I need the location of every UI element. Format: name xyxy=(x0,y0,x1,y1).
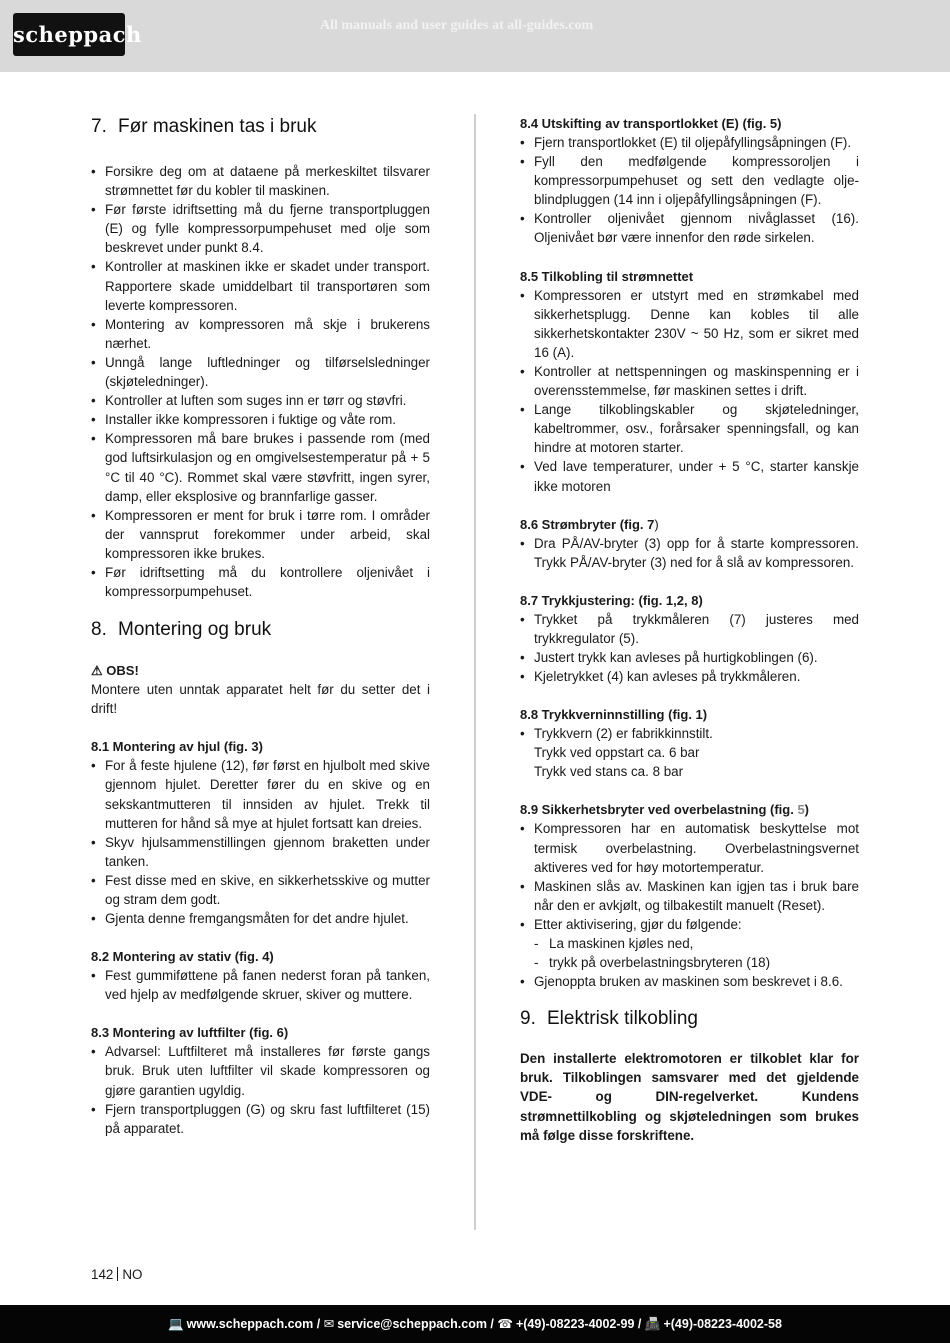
list-item: • Dra PÅ/AV-bryter (3) opp for å starte kompressoren. Trykk PÅ/AV-bryter (3) ned for å slå av kompressoren. xyxy=(520,534,859,572)
list-item: • Fyll den medfølgende kompressoroljen i kompressorpumpehuset og sett den vedlagte olje-blindpluggen (14 inn i oljepåfyllingsåpningen (F). xyxy=(520,152,859,209)
list-item: • Unngå lange luftledninger og tilførselsledninger (skjøteledninger). xyxy=(91,353,430,391)
list-item: • Før første idriftsetting må du fjerne transportpluggen (E) og fylle kompressorpumpehuset med olje som beskrevet under punkt 8.4. xyxy=(91,200,430,257)
list-item: • Kontroller at maskinen ikke er skadet under transport. Rapportere skade umiddelbart til transportøren som leverte kompressoren. xyxy=(91,257,430,314)
section-8-6-heading xyxy=(520,515,859,534)
section-8-7-heading: 8.7 Trykkjustering: (fig. 1,2, 8) xyxy=(520,592,703,608)
section-8-2-heading: 8.2 Montering av stativ (fig. 4) xyxy=(91,949,274,965)
heading-tail: ) xyxy=(804,802,810,818)
list-item: • Kontroller at luften som suges inn er tørr og støvfri. xyxy=(91,391,430,410)
watermark-text: All manuals and user guides at all-guides.com xyxy=(320,18,594,33)
section-number: 7. xyxy=(91,116,107,137)
fax-icon: 📠 xyxy=(644,1317,661,1331)
brand-logo: scheppach xyxy=(13,13,125,56)
section-8-6-list xyxy=(520,534,859,572)
list-item: • Etter aktivisering, gjør du følgende: xyxy=(520,915,859,934)
section-8-3-heading: 8.3 Montering av luftfilter (fig. 6) xyxy=(91,1025,289,1041)
list-item: • Kompressoren er ment for bruk i tørre rom. I områder der vannsprut forekommer under arbeid, skal kompressoren ikke brukes. xyxy=(91,506,430,563)
section-8-7-list xyxy=(520,610,859,686)
website-link[interactable]: www.scheppach.com xyxy=(186,1317,314,1331)
language-code: NO xyxy=(122,1267,143,1282)
computer-icon: 💻 xyxy=(168,1317,184,1331)
list-item: • Ved lave temperaturer, under + 5 °C, starter kanskje ikke motoren xyxy=(520,457,859,495)
list-item: • Trykkvern (2) er fabrikkinnstilt. xyxy=(520,724,859,743)
list-item: • Kontroller at nettspenningen og maskinspenning er i overensstemmelse, før maskinen settes i drift. xyxy=(520,362,859,400)
heading-tail: ) xyxy=(654,516,659,532)
section-title: Montering og bruk xyxy=(118,619,272,641)
section-8-5-list xyxy=(520,286,859,496)
list-item: • Lange tilkoblingskabler og skjøteledninger, kabeltrommer, osv., forårsaker spenningsfall, og kan hindre at motoren starter. xyxy=(520,400,859,457)
list-item: • Trykket på trykkmåleren (7) justeres med trykkregulator (5). xyxy=(520,610,859,648)
page-separator xyxy=(117,1267,118,1281)
pressure-stop-line: Trykk ved stans ca. 8 bar xyxy=(534,764,684,780)
list-item: • Installer ikke kompressoren i fuktige og våte rom. xyxy=(91,410,430,429)
list-item: • For å feste hjulene (12), før først en hjulbolt med skive gjennom hjulet. Deretter fører du en skive og en sekskantmutteren til innsiden av hjulet. Trekk til mutteren for hånd så mye at hjulet fortsatt kan dreies. xyxy=(91,756,430,832)
page-number-value: 142 xyxy=(91,1267,114,1282)
list-item: • Kontroller oljenivået gjennom nivåglasset (16). Oljenivået bør være innenfor den røde sirkelen. xyxy=(520,209,859,247)
page-header xyxy=(0,0,950,72)
section-8-9-list xyxy=(520,819,859,934)
section-title: Elektrisk tilkobling xyxy=(547,1008,698,1030)
page-number xyxy=(91,1265,142,1284)
warning-icon: ⚠ xyxy=(91,663,103,679)
list-item: • Kompressoren må bare brukes i passende rom (med god luftsirkulasjon og en omgivelsestemperatur på + 5 °C til 40 °C). Rommet skal være støvfritt, ingen syrer, damp, eller eksplosive og brannfarlige gasser. xyxy=(91,429,430,505)
section-8-4-list xyxy=(520,133,859,248)
list-item: • Forsikre deg om at dataene på merkeskiltet tilsvarer strømnettet før du kobler til maskinen. xyxy=(91,162,430,200)
pressure-start-line: Trykk ved oppstart ca. 6 bar xyxy=(534,745,700,761)
section-8-5-heading: 8.5 Tilkobling til strømnettet xyxy=(520,268,694,284)
phone-icon: ☎ xyxy=(497,1317,513,1331)
section-8-8-heading: 8.8 Trykkverninnstilling (fig. 1) xyxy=(520,707,708,723)
left-column xyxy=(91,114,430,1138)
warning-heading xyxy=(91,661,430,680)
list-item: • Kjeletrykket (4) kan avleses på trykkmåleren. xyxy=(520,667,859,686)
section-8-3-list xyxy=(91,1042,430,1137)
section-8-1-list xyxy=(91,756,430,928)
section-7-heading xyxy=(91,114,430,140)
section-7-list xyxy=(91,162,430,601)
email-icon: ✉ xyxy=(323,1317,335,1331)
list-item: • Kompressoren har en automatisk beskyttelse mot termisk overbelastning. Overbelastningsvernet aktiveres ved for høy motortemperatur. xyxy=(520,819,859,876)
list-item: • Maskinen slås av. Maskinen kan igjen tas i bruk bare når den er avkjølt, og tilbakestilt manuelt (Reset). xyxy=(520,877,859,915)
section-number: 8. xyxy=(91,619,107,641)
list-item: • Kompressoren er utstyrt med en strømkabel med sikkerhetsplugg. Denne kan kobles til alle sikkerhetskontakter 230V ~ 50 Hz, som er sikret med 16 (A). xyxy=(520,286,859,362)
heading-text: 8.9 Sikkerhetsbryter ved overbelastning (fig. xyxy=(520,802,798,818)
fax-number: +(49)-08223-4002-58 xyxy=(663,1317,782,1331)
list-item: • Justert trykk kan avleses på hurtigkoblingen (6). xyxy=(520,648,859,667)
section-8-4-heading: 8.4 Utskifting av transportlokket (E) (fig. 5) xyxy=(520,116,782,131)
page-footer: 💻 www.scheppach.com / ✉ service@scheppach.com / ☎ +(49)-08223-4002-99 / 📠 +(49)-08223-4002-58 xyxy=(0,1305,950,1343)
list-item: • Montering av kompressoren må skje i brukerens nærhet. xyxy=(91,315,430,353)
warning-text: Montere uten unntak apparatet helt før du setter det i drift! xyxy=(91,682,430,717)
email-link[interactable]: service@scheppach.com xyxy=(337,1317,487,1331)
dash-item: - La maskinen kjøles ned, xyxy=(520,934,859,953)
right-column xyxy=(520,114,859,1145)
list-item: • Gjenta denne fremgangsmåten for det andre hjulet. xyxy=(91,909,430,928)
section-8-9-list-end xyxy=(520,972,859,991)
section-9-heading xyxy=(520,1006,859,1032)
section-8-1-heading: 8.1 Montering av hjul (fig. 3) xyxy=(91,739,263,755)
warning-label: OBS! xyxy=(106,663,139,679)
list-item: • Fjern transportlokket (E) til oljepåfyllingsåpningen (F). xyxy=(520,133,859,152)
list-item: • Fest gummiføttene på fanen nederst foran på tanken, ved hjelp av medfølgende skruer, skiver og muttere. xyxy=(91,966,430,1004)
heading-fig-number: 5 xyxy=(797,802,805,818)
section-8-8-list xyxy=(520,724,859,743)
section-8-2-list xyxy=(91,966,430,1004)
list-item: • Fest disse med en skive, en sikkerhetsskive og mutter og stram dem godt. xyxy=(91,871,430,909)
phone-number: +(49)-08223-4002-99 xyxy=(515,1317,635,1331)
dash-item: - trykk på overbelastningsbryteren (18) xyxy=(520,953,859,972)
section-8-9-heading xyxy=(520,800,859,819)
section-8-9-dash-list xyxy=(520,934,859,972)
section-8-heading xyxy=(91,617,430,643)
section-9-text: Den installerte elektromotoren er tilkoblet klar for bruk. Tilkoblingen samsvarer med det gjeldende VDE- og DIN-regelverket. Kundens strømnettilkobling og skjøteledningen som brukes må følge disse forskriftene. xyxy=(520,1051,859,1143)
list-item: • Gjenoppta bruken av maskinen som beskrevet i 8.6. xyxy=(520,972,859,991)
section-title: Før maskinen tas i bruk xyxy=(118,116,317,137)
section-number: 9. xyxy=(520,1008,536,1030)
list-item: • Skyv hjulsammenstillingen gjennom braketten under tanken. xyxy=(91,833,430,871)
column-divider xyxy=(474,114,476,1230)
heading-text: 8.6 Strømbryter (fig. 7 xyxy=(520,516,655,532)
list-item: • Fjern transportpluggen (G) og skru fast luftfilteret (15) på apparatet. xyxy=(91,1100,430,1138)
list-item: • Advarsel: Luftfilteret må installeres før første gangs bruk. Bruk uten luftfilter vil skade kompressoren og gjøre garantien ugyldig. xyxy=(91,1042,430,1099)
list-item: • Før idriftsetting må du kontrollere oljenivået i kompressorpumpehuset. xyxy=(91,563,430,601)
